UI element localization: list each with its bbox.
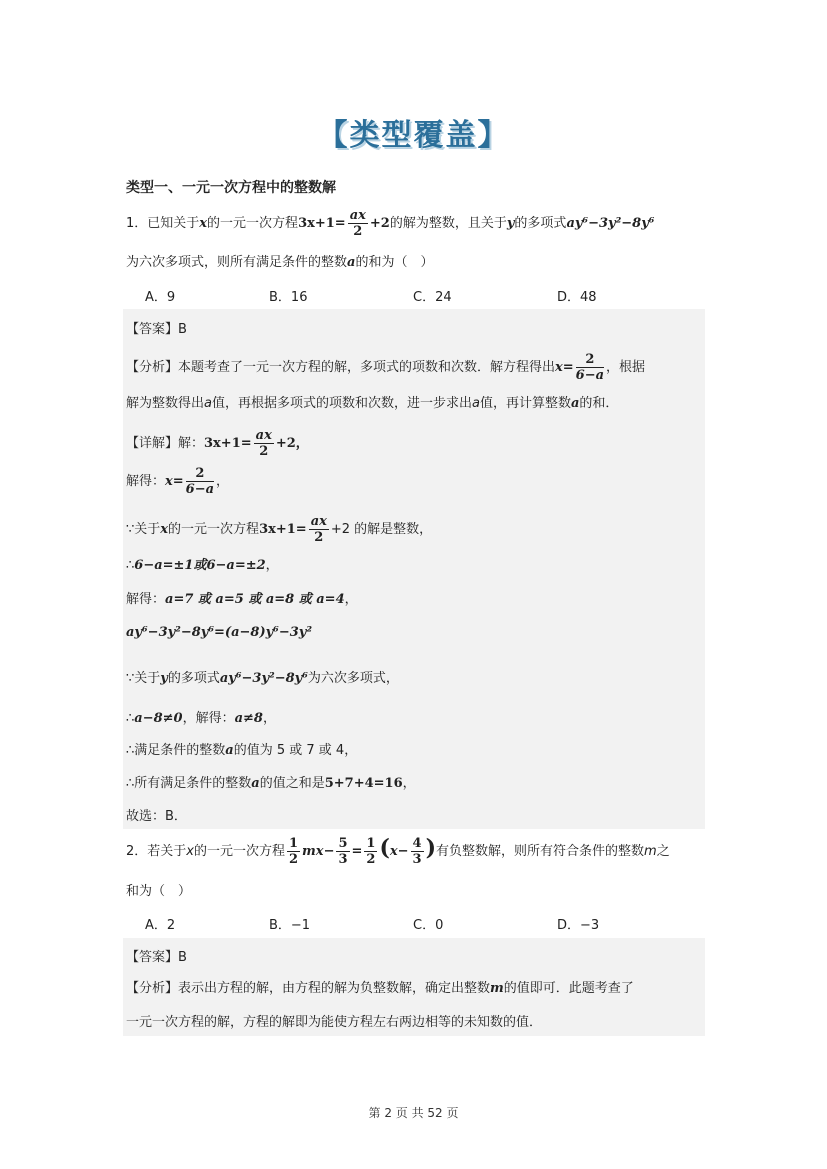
q1-stem-line2: 为六次多项式，则所有满足条件的整数a的和为（ ） (126, 255, 434, 270)
option-b: B．16 (269, 290, 308, 305)
page-title: 【类型覆盖】 (317, 118, 510, 153)
q2-analysis-line1: 【分析】表示出方程的解，由方程的解为负整数解，确定出整数m的值即可．此题考查了 (126, 981, 634, 996)
option-a: A．9 (145, 290, 176, 305)
option-c: C．24 (413, 290, 452, 305)
q1-analysis-line1: 【分析】本题考查了一元一次方程的解，多项式的项数和次数．解方程得出x= $\frac{2}{6-a}$ ，根据 (126, 352, 646, 383)
q1-stem-line1: 1．已知关于x的一元一次方程3x+1= $\frac{ax}{2}$ +2的解为整数，且关于y的多项式ay⁶−3y²−8y⁶ (126, 208, 655, 239)
q1-detail-line11: 故选：B． (126, 809, 187, 824)
q1-detail-line10: ∴所有满足条件的整数a的值之和是5+7+4=16， (126, 776, 416, 791)
fraction: $\frac{ax}{2}$ (349, 208, 366, 239)
option-d: D．−3 (557, 918, 600, 933)
q1-detail-line9: ∴满足条件的整数a的值为 5 或 7 或 4， (126, 743, 358, 758)
q2-stem-line1: 2．若关于x的一元一次方程 $\frac{1}{2}$ mx− $\frac{5}{3}$ = $\frac{1}{2}$ (x− $\frac{4}{3}$ )有负整数解，则所有符合条件的整数m之 (126, 835, 670, 867)
q2-answer: 【答案】B (126, 950, 187, 965)
option-c: C．0 (413, 918, 444, 933)
q1-answer: 【答案】B (126, 322, 187, 337)
page-footer: 第 2 页 共 52 页 (368, 1106, 459, 1120)
q1-detail-line3: ∵关于x的一元一次方程3x+1= $\frac{ax}{2}$ +2 的解是整数， (126, 514, 433, 545)
q2-stem-line2: 和为（ ） (126, 884, 192, 899)
option-b: B．−1 (269, 918, 311, 933)
q1-detail-line8: ∴a−8≠0，解得：a≠8， (126, 711, 276, 726)
q2-analysis-line2: 一元一次方程的解，方程的解即为能使方程左右两边相等的未知数的值． (126, 1015, 543, 1030)
q1-analysis-line2: 解为整数得出a值，再根据多项式的项数和次数，进一步求出a值，再计算整数a的和． (126, 396, 619, 411)
q1-detail-line7: ∵关于y的多项式ay⁶−3y²−8y⁶为六次多项式， (126, 671, 399, 686)
q1-detail-line4: ∴6−a=±1或6−a=±2， (126, 558, 279, 573)
q1-detail-line1: 【详解】解：3x+1= $\frac{ax}{2}$ +2， (126, 428, 309, 459)
option-a: A．2 (145, 918, 176, 933)
option-d: D．48 (557, 290, 597, 305)
q1-detail-line2: 解得：x= $\frac{2}{6-a}$ ， (126, 466, 230, 497)
section-heading: 类型一、一元一次方程中的整数解 (126, 180, 336, 196)
q1-detail-line5: 解得：a=7 或 a=5 或 a=8 或 a=4， (126, 592, 358, 607)
q1-detail-line6: ay⁶−3y²−8y⁶=(a−8)y⁶−3y² (126, 625, 313, 640)
